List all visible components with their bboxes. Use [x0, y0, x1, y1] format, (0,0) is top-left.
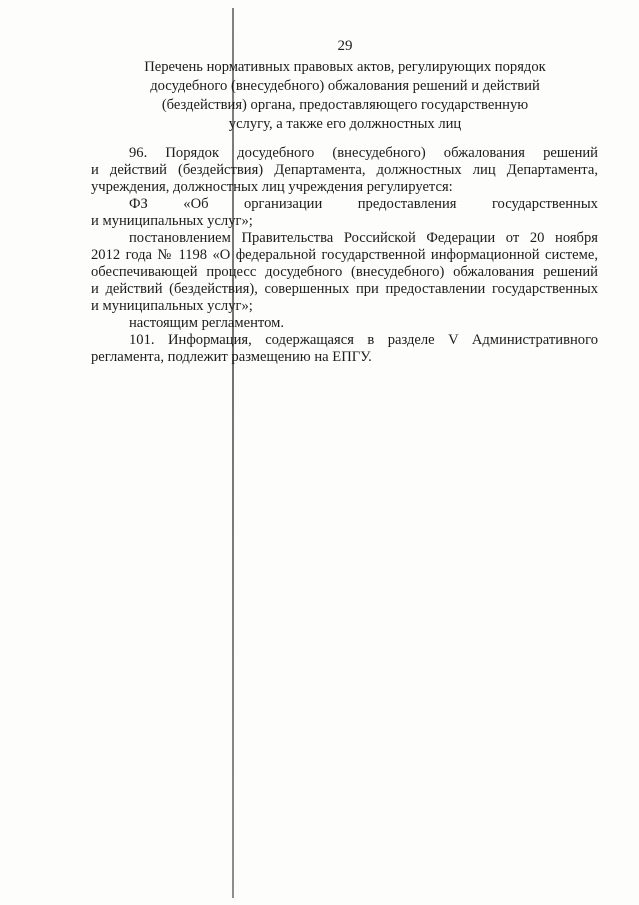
text-line: и действий (бездействия) Департамента, должностных лиц Департамента,	[91, 162, 598, 178]
heading-line: досудебного (внесудебного) обжалования решений и действий	[150, 78, 540, 94]
text-line: постановлением Правительства Российской Федерации от 20 ноября	[129, 230, 598, 246]
paragraph-postanovlenie	[91, 230, 598, 315]
text-line: и действий (бездействия), совершенных при предоставлении государственных	[91, 281, 598, 297]
text-line: регламента, подлежит размещению на ЕПГУ.	[91, 349, 372, 365]
paragraph-fz	[91, 196, 598, 230]
page-number: 29	[337, 38, 353, 54]
text-line: настоящим регламентом.	[129, 315, 285, 331]
text-line: и муниципальных услуг»;	[91, 298, 253, 314]
section-heading	[90, 58, 600, 134]
heading-line: Перечень нормативных правовых актов, регулирующих порядок	[144, 59, 546, 75]
heading-line: (бездействия) органа, предоставляющего государственную	[161, 97, 529, 113]
scan-fold-line	[232, 8, 234, 898]
heading-line: услугу, а также его должностных лиц	[228, 116, 462, 132]
fz-word: предоставления	[357, 196, 457, 212]
text-line: 101. Информация, содержащаяся в разделе V Административного	[129, 332, 598, 348]
paragraph-101	[91, 332, 598, 366]
document-body	[91, 145, 598, 366]
fz-word: организации	[243, 196, 323, 212]
fz-word: «Об	[183, 196, 209, 212]
paragraph-reglament	[91, 315, 598, 332]
fz-first-line	[91, 196, 598, 213]
text-line: 2012 года № 1198 «О федеральной государственной информационной системе,	[91, 247, 598, 263]
paragraph-96	[91, 145, 598, 196]
text-line: 96. Порядок досудебного (внесудебного) обжалования решений	[129, 145, 598, 161]
text-line: учреждения, должностных лиц учреждения регулируется:	[91, 179, 453, 195]
text-line: и муниципальных услуг»;	[91, 213, 253, 229]
text-line: обеспечивающей процесс досудебного (внесудебного) обжалования решений	[91, 264, 598, 280]
fz-word: государственных	[491, 196, 598, 212]
fz-word: ФЗ	[129, 196, 148, 212]
